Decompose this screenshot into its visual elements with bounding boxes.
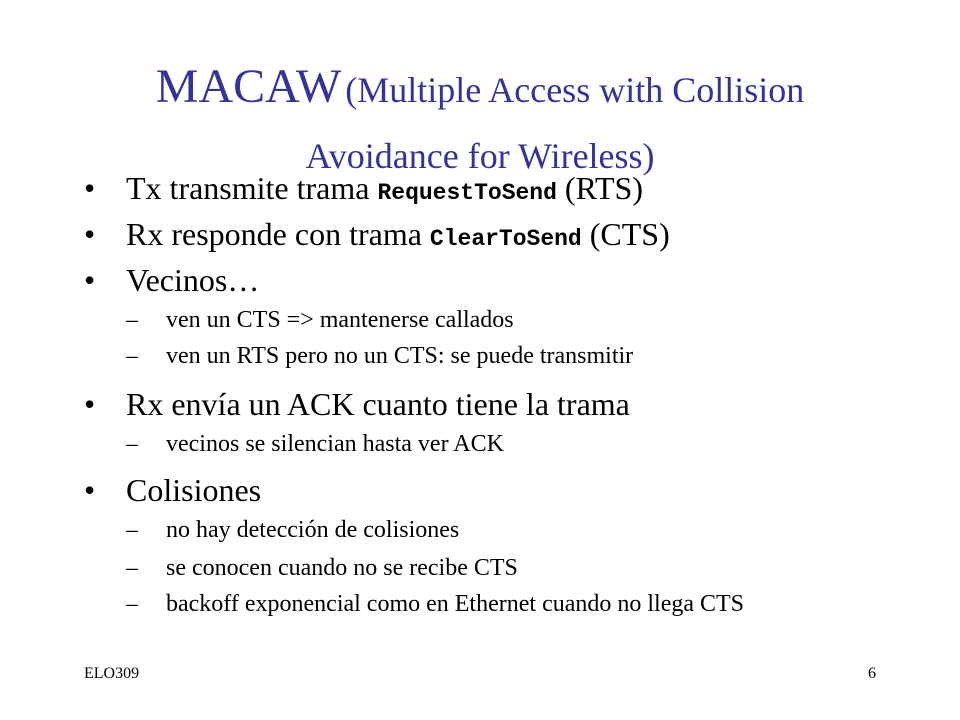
subitem-ack-1	[64, 430, 904, 470]
footer-course: ELO309	[84, 665, 140, 682]
subitem-text: vecinos se silencian hasta ver ACK	[166, 431, 504, 457]
subitem-colisiones-2	[64, 554, 904, 590]
subitem-vecinos-1	[64, 306, 904, 342]
bullet-list	[84, 168, 904, 618]
bullet-text: (RTS)	[556, 170, 643, 206]
bullet-icon: •	[84, 472, 96, 508]
subitem-colisiones-1	[64, 516, 904, 554]
bullet-text: Vecinos…	[126, 262, 260, 298]
bullet-icon: •	[84, 262, 96, 298]
bullet-text: Rx responde con trama	[126, 216, 430, 252]
dash-icon: –	[126, 591, 138, 617]
title-sub-part1: (Multiple Access with Collision	[345, 70, 805, 110]
subitem-text: ven un CTS => mantenerse callados	[166, 307, 514, 333]
subitem-vecinos-2	[64, 342, 904, 384]
title-sub-part2: Avoidance for Wireless)	[305, 136, 655, 176]
footer-page-number: 6	[868, 665, 876, 682]
bullet-icon: •	[84, 386, 96, 422]
bullet-icon: •	[84, 170, 96, 206]
title-main: MACAW	[155, 60, 342, 113]
bullet-item-colisiones	[84, 470, 904, 516]
bullet-text: (CTS)	[581, 216, 670, 252]
subitem-text: ven un RTS pero no un CTS: se puede transmitir	[166, 343, 634, 369]
bullet-text: Colisiones	[126, 472, 262, 508]
dash-icon: –	[126, 555, 138, 581]
subitem-colisiones-3	[64, 590, 914, 618]
subitem-text: backoff exponencial como en Ethernet cuando no llega CTS	[166, 591, 745, 617]
bullet-item-cts	[84, 214, 904, 260]
slide-title	[60, 58, 900, 185]
bullet-text: Tx transmite trama	[126, 170, 378, 206]
bullet-item-vecinos	[84, 260, 904, 306]
dash-icon: –	[126, 307, 138, 333]
bullet-icon: •	[84, 216, 96, 252]
subitem-text: no hay detección de colisiones	[166, 517, 460, 543]
subitem-text: se conocen cuando no se recibe CTS	[166, 555, 518, 581]
bullet-code: RequestToSend	[377, 180, 557, 206]
dash-icon: –	[126, 343, 138, 369]
bullet-item-rts	[84, 168, 904, 214]
bullet-text: Rx envía un ACK cuanto tiene la trama	[126, 386, 630, 422]
bullet-item-ack	[84, 384, 904, 430]
dash-icon: –	[126, 517, 138, 543]
dash-icon: –	[126, 431, 138, 457]
bullet-code: ClearToSend	[429, 226, 582, 252]
